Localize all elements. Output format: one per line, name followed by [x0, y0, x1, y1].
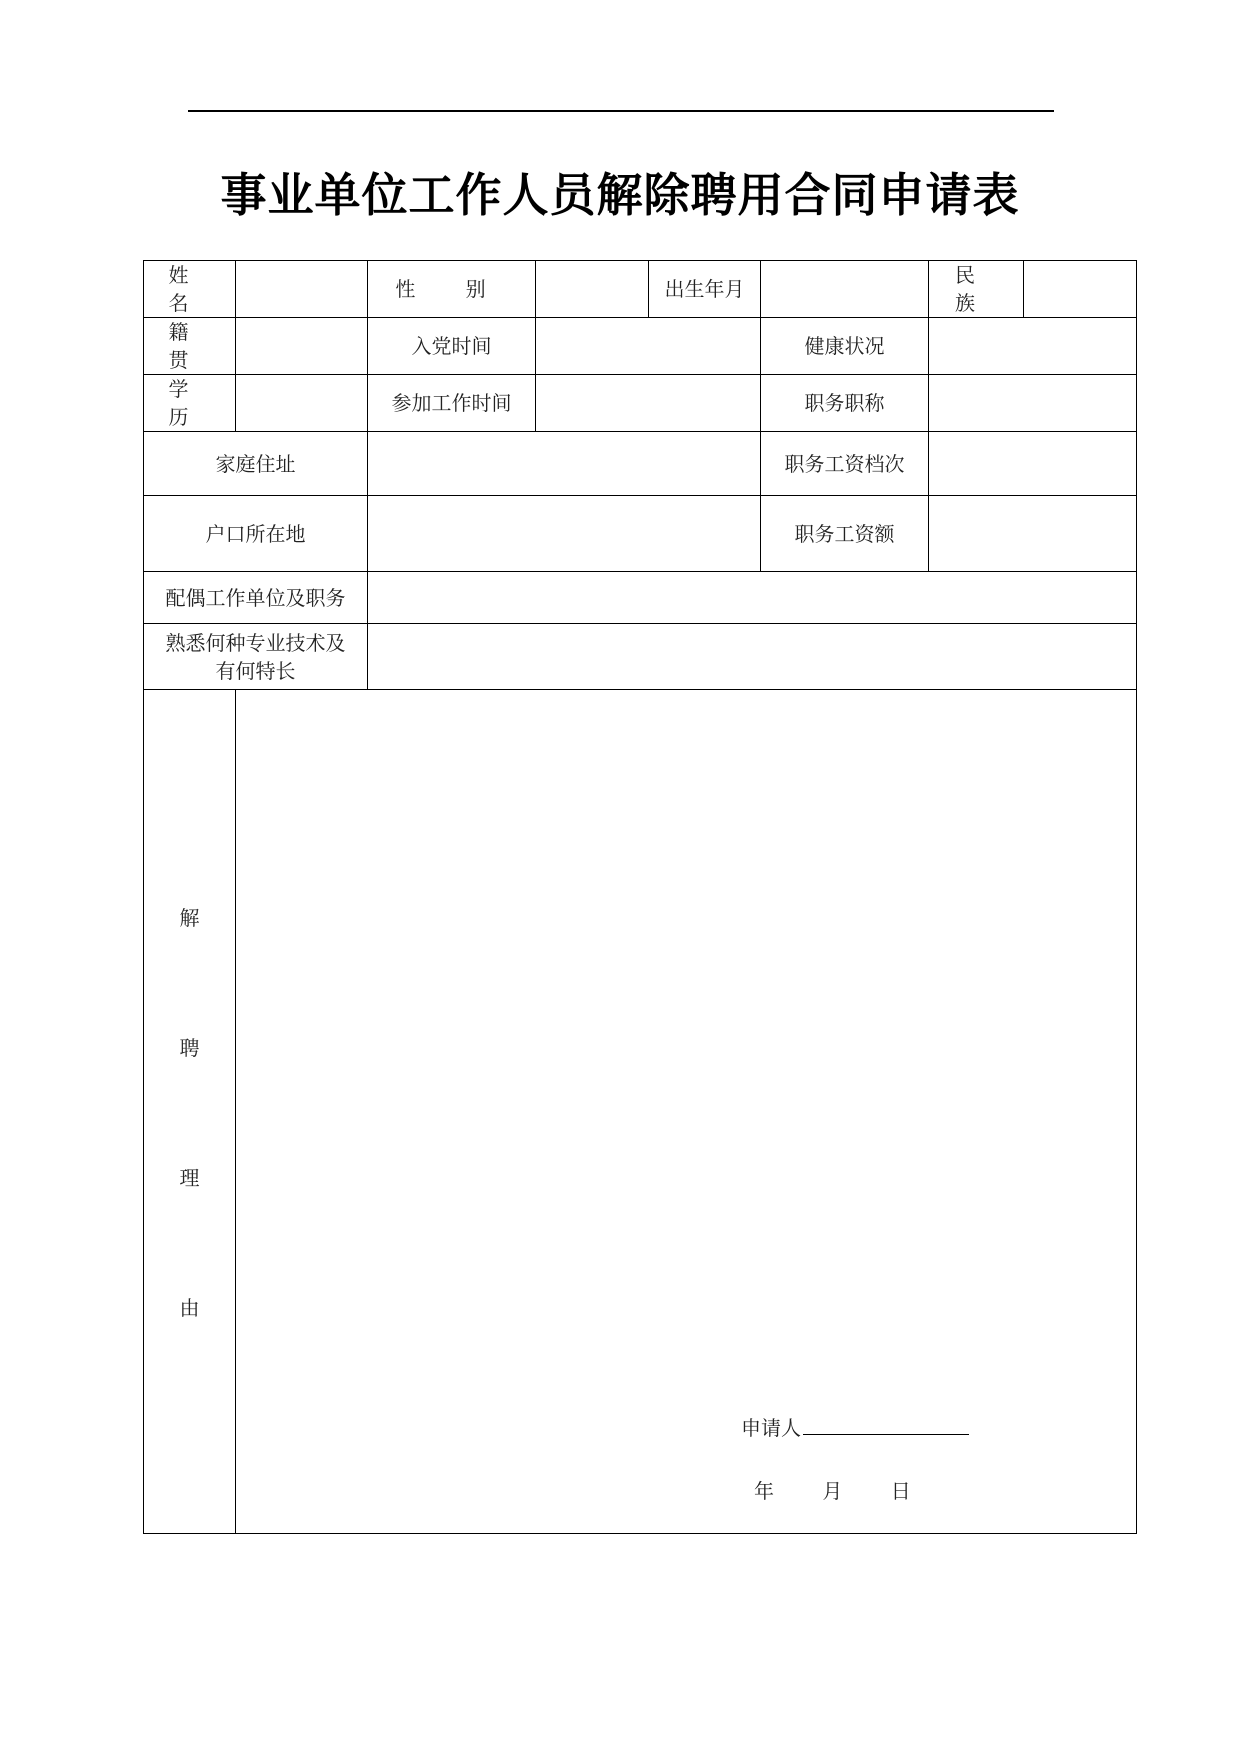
reason-label — [144, 690, 236, 1534]
home-address-label: 家庭住址 — [144, 432, 368, 496]
party-join-value[interactable] — [536, 318, 761, 375]
health-value[interactable] — [929, 318, 1137, 375]
party-join-label: 入党时间 — [368, 318, 536, 375]
birth-value[interactable] — [761, 261, 929, 318]
reason-char-4: 由 — [179, 1296, 200, 1320]
form-row-education — [144, 375, 1137, 432]
title-rank-value[interactable] — [929, 375, 1137, 432]
hukou-label: 户口所在地 — [144, 496, 368, 572]
reason-body[interactable] — [236, 690, 1137, 1534]
applicant-label: 申请人 — [741, 1416, 801, 1440]
form-row-reason — [144, 690, 1137, 1534]
salary-amount-label: 职务工资额 — [761, 496, 929, 572]
page-title: 事业单位工作人员解除聘用合同申请表 — [220, 168, 1020, 222]
date-month: 月 — [822, 1479, 843, 1503]
health-label: 健康状况 — [761, 318, 929, 375]
salary-grade-value[interactable] — [929, 432, 1137, 496]
application-form-table — [143, 260, 1137, 1534]
skills-label-line2: 有何特长 — [215, 658, 296, 683]
applicant-signature — [741, 1412, 969, 1442]
spouse-label: 配偶工作单位及职务 — [144, 572, 368, 624]
form-row-hukou — [144, 496, 1137, 572]
reason-char-2: 聘 — [179, 1036, 200, 1060]
gender-label: 性 别 — [368, 261, 536, 318]
spouse-value[interactable] — [368, 572, 1137, 624]
education-label: 学 历 — [144, 375, 236, 432]
hukou-value[interactable] — [368, 496, 761, 572]
salary-amount-value[interactable] — [929, 496, 1137, 572]
work-start-label: 参加工作时间 — [368, 375, 536, 432]
form-row-basic — [144, 261, 1137, 318]
ethnicity-label: 民 族 — [929, 261, 1024, 318]
reason-char-1: 解 — [179, 906, 200, 930]
title-rank-label: 职务职称 — [761, 375, 929, 432]
form-row-origin — [144, 318, 1137, 375]
date-year: 年 — [754, 1479, 774, 1503]
name-value[interactable] — [236, 261, 368, 318]
gender-value[interactable] — [536, 261, 649, 318]
form-row-address — [144, 432, 1137, 496]
skills-value[interactable] — [368, 624, 1137, 690]
salary-grade-label: 职务工资档次 — [761, 432, 929, 496]
application-date — [754, 1477, 953, 1505]
ethnicity-value[interactable] — [1024, 261, 1137, 318]
education-value[interactable] — [236, 375, 368, 432]
applicant-signature-line[interactable] — [803, 1412, 969, 1435]
birth-label: 出生年月 — [649, 261, 761, 318]
form-row-skills — [144, 624, 1137, 690]
home-address-value[interactable] — [368, 432, 761, 496]
skills-label-line1: 熟悉何种专业技术及 — [165, 630, 346, 655]
name-label: 姓 名 — [144, 261, 236, 318]
date-day: 日 — [890, 1479, 911, 1503]
native-place-value[interactable] — [236, 318, 368, 375]
native-place-label: 籍 贯 — [144, 318, 236, 375]
top-rule — [188, 110, 1054, 112]
skills-label — [144, 624, 368, 690]
reason-char-3: 理 — [179, 1166, 200, 1190]
work-start-value[interactable] — [536, 375, 761, 432]
form-row-spouse — [144, 572, 1137, 624]
